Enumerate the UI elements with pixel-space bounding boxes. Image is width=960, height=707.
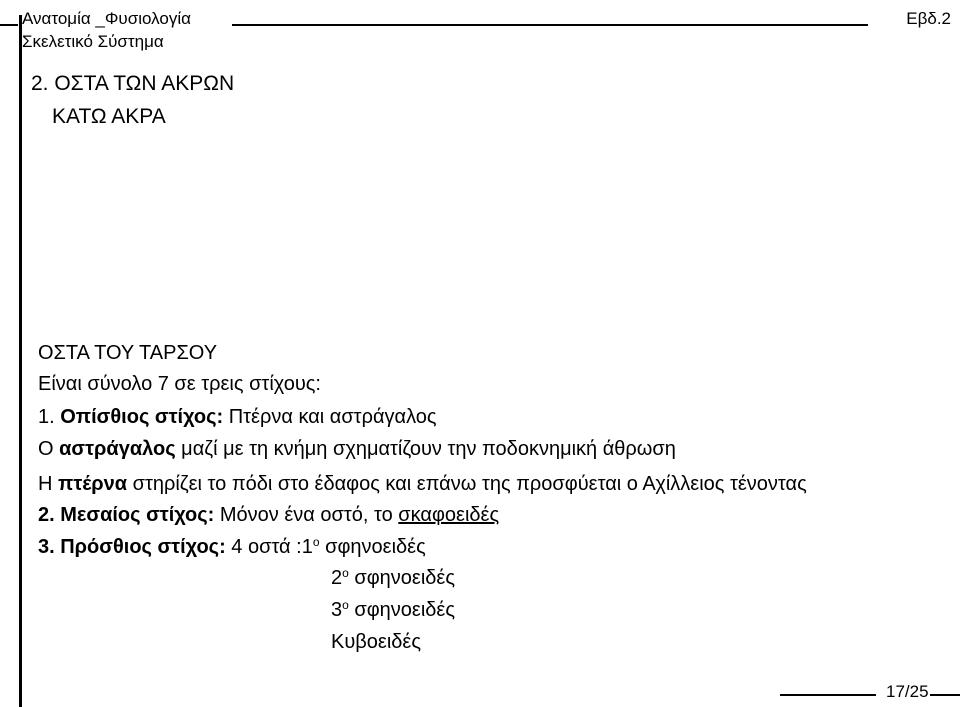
list-item: $2^o$ σφηνοειδές — [331, 566, 455, 589]
calcaneus-row: Η πτέρνα στηρίζει το πόδι στο έδαφος και επάνω της προσφύεται ο Αχίλλειος τένοντας — [38, 473, 807, 495]
posterior-row: 1. Οπίσθιος στίχος: Πτέρνα και αστράγαλος — [38, 406, 437, 428]
anterior-row-label: 3. Πρόσθιος στίχος: — [38, 536, 226, 558]
calcaneus-term: πτέρνα — [58, 473, 128, 495]
chapter-title: 2. ΟΣΤΑ ΤΩΝ ΑΚΡΩΝ — [31, 72, 235, 95]
header-rule-left — [0, 24, 18, 26]
header-rule — [232, 24, 868, 26]
footer-rule-right — [930, 694, 960, 696]
intro-text: Είναι σύνολο 7 σε τρεις στίχους: — [38, 373, 321, 395]
header-course-title: Ανατομία _Φυσιολογία — [22, 9, 191, 28]
header-week-label: Εβδ.2 — [906, 9, 951, 28]
talus-term: αστράγαλος — [59, 438, 176, 460]
header-section-title: Σκελετικό Σύστημα — [22, 32, 164, 51]
section-heading: ΟΣΤΑ ΤΟΥ ΤΑΡΣΟΥ — [38, 342, 218, 364]
middle-row-label: 2. Μεσαίος στίχος: — [38, 504, 215, 526]
anterior-row: 3. Πρόσθιος στίχος: 4 οστά $:1^o$ σφηνοειδές — [38, 535, 426, 558]
navicular-term: σκαφοειδές — [398, 504, 500, 526]
list-item: Κυβοειδές — [331, 631, 421, 653]
list-item: $3^o$ σφηνοειδές — [331, 598, 455, 621]
footer-rule — [780, 694, 876, 696]
posterior-row-label: Οπίσθιος στίχος: — [60, 406, 224, 428]
chapter-subtitle: ΚΑΤΩ ΑΚΡΑ — [52, 105, 166, 128]
talus-row: Ο αστράγαλος μαζί με τη κνήμη σχηματίζουν την ποδοκνημική άθρωση — [38, 438, 676, 460]
middle-row: 2. Μεσαίος στίχος: Μόνον ένα οστό, το σκαφοειδές — [38, 504, 500, 526]
left-margin-rule — [19, 15, 22, 707]
page-number: 17/25 — [886, 682, 929, 701]
